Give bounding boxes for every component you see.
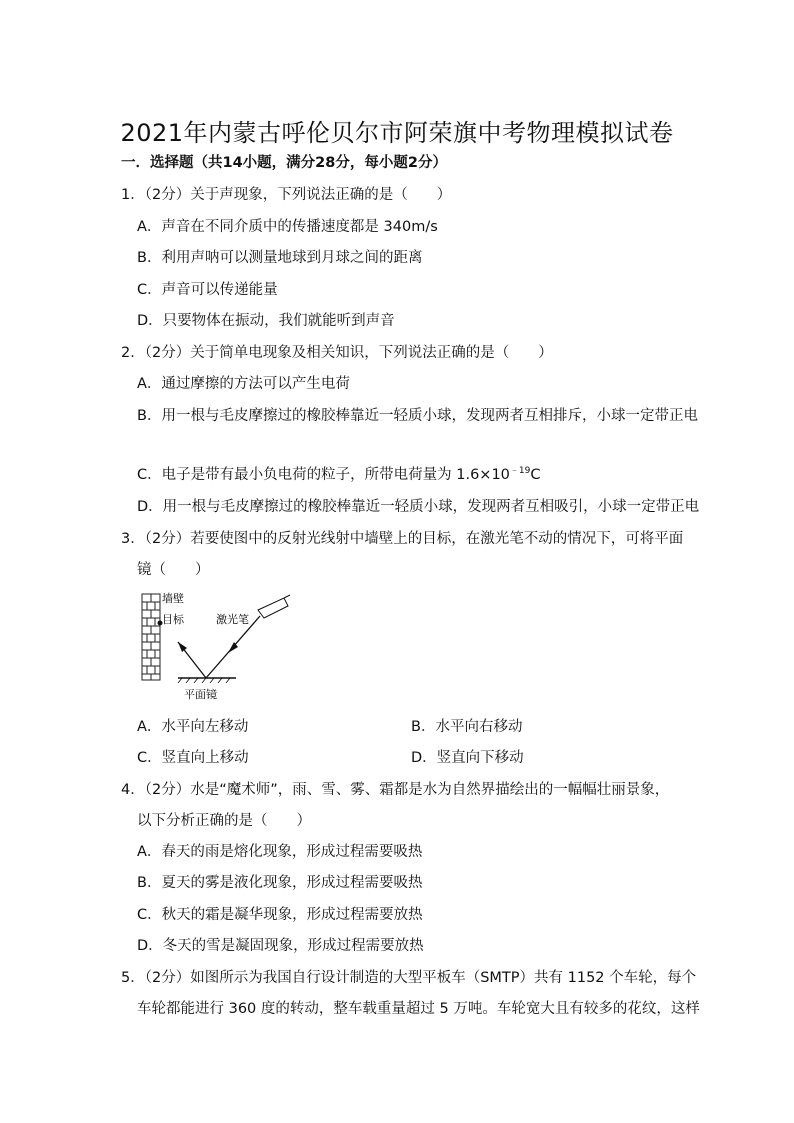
question-4-option-a: A．春天的雨是熔化现象，形成过程需要吸热	[137, 844, 423, 860]
laser-label: 激光笔	[216, 613, 249, 626]
question-5-stem-line1: 5．（2分）如图所示为我国自行设计制造的大型平板车（SMTP）共有 1152 个车轮，每个	[121, 970, 697, 986]
question-4-option-c: C．秋天的霜是凝华现象，形成过程需要放热	[137, 907, 423, 923]
question-2-stem: 2．（2分）关于简单电现象及相关知识，下列说法正确的是（ ）	[121, 345, 553, 361]
exponent: ﹣19	[509, 466, 531, 477]
wall-label: 墙壁	[162, 592, 184, 605]
question-3-option-b: B．水平向右移动	[411, 719, 523, 735]
question-3-option-a: A．水平向左移动	[137, 719, 249, 735]
plane-mirror	[178, 678, 236, 683]
question-1-stem: 1．（2分）关于声现象，下列说法正确的是（ ）	[121, 187, 452, 203]
question-2-option-d: D．用一根与毛皮摩擦过的橡胶棒靠近一轻质小球，发现两者互相吸引，小球一定带正电	[137, 499, 700, 515]
question-1-option-c: C．声音可以传递能量	[137, 282, 278, 298]
mirror-label: 平面镜	[184, 688, 217, 701]
question-4-option-d: D．冬天的雪是凝固现象，形成过程需要放热	[137, 938, 424, 954]
question-3-option-d: D．竖直向下移动	[411, 750, 524, 766]
question-1-option-a: A．声音在不同介质中的传播速度都是 340m/s	[137, 219, 438, 235]
brick-wall	[142, 594, 160, 680]
question-2-option-b: B．用一根与毛皮摩擦过的橡胶棒靠近一轻质小球，发现两者互相排斥，小球一定带正电	[137, 408, 698, 424]
unit: C	[530, 467, 541, 483]
question-4-stem-line1: 4．（2分）水是“魔术师”，雨、雪、雾、霜都是水为自然界描绘出的一幅幅壮丽景象，	[121, 782, 670, 798]
question-5-stem-line2: 车轮都能进行 360 度的转动，整车载重量超过 5 万吨。车轮宽大且有较多的花纹，这样	[137, 1001, 700, 1017]
question-2-option-c	[137, 463, 540, 484]
question-1-option-b: B．利用声呐可以测量地球到月球之间的距离	[137, 250, 423, 266]
question-2-option-a: A．通过摩擦的方法可以产生电荷	[137, 376, 350, 392]
reflected-arrow	[178, 642, 187, 652]
question-4-option-b: B．夏天的雾是液化现象，形成过程需要吸热	[137, 875, 423, 891]
question-3-option-c: C．竖直向上移动	[137, 750, 249, 766]
page-title: 2021年内蒙古呼伦贝尔市阿荣旗中考物理模拟试卷	[120, 119, 674, 147]
question-3-stem-line1: 3．（2分）若要使图中的反射光线射中墙壁上的目标，在激光笔不动的情况下，可将平面	[121, 531, 684, 547]
section-heading: 一．选择题（共14小题，满分28分，每小题2分）	[121, 155, 447, 171]
option-c-text: C．电子是带有最小负电荷的粒子，所带电荷量为 1.6×10	[137, 467, 510, 483]
question-4-stem-line2: 以下分析正确的是（ ）	[137, 813, 311, 829]
reflection-figure	[138, 580, 298, 704]
question-1-option-d: D．只要物体在振动，我们就能听到声音	[137, 313, 395, 329]
question-3-stem-line2: 镜（ ）	[137, 562, 210, 578]
laser-pen	[258, 598, 288, 618]
target-label: 目标	[162, 613, 184, 626]
